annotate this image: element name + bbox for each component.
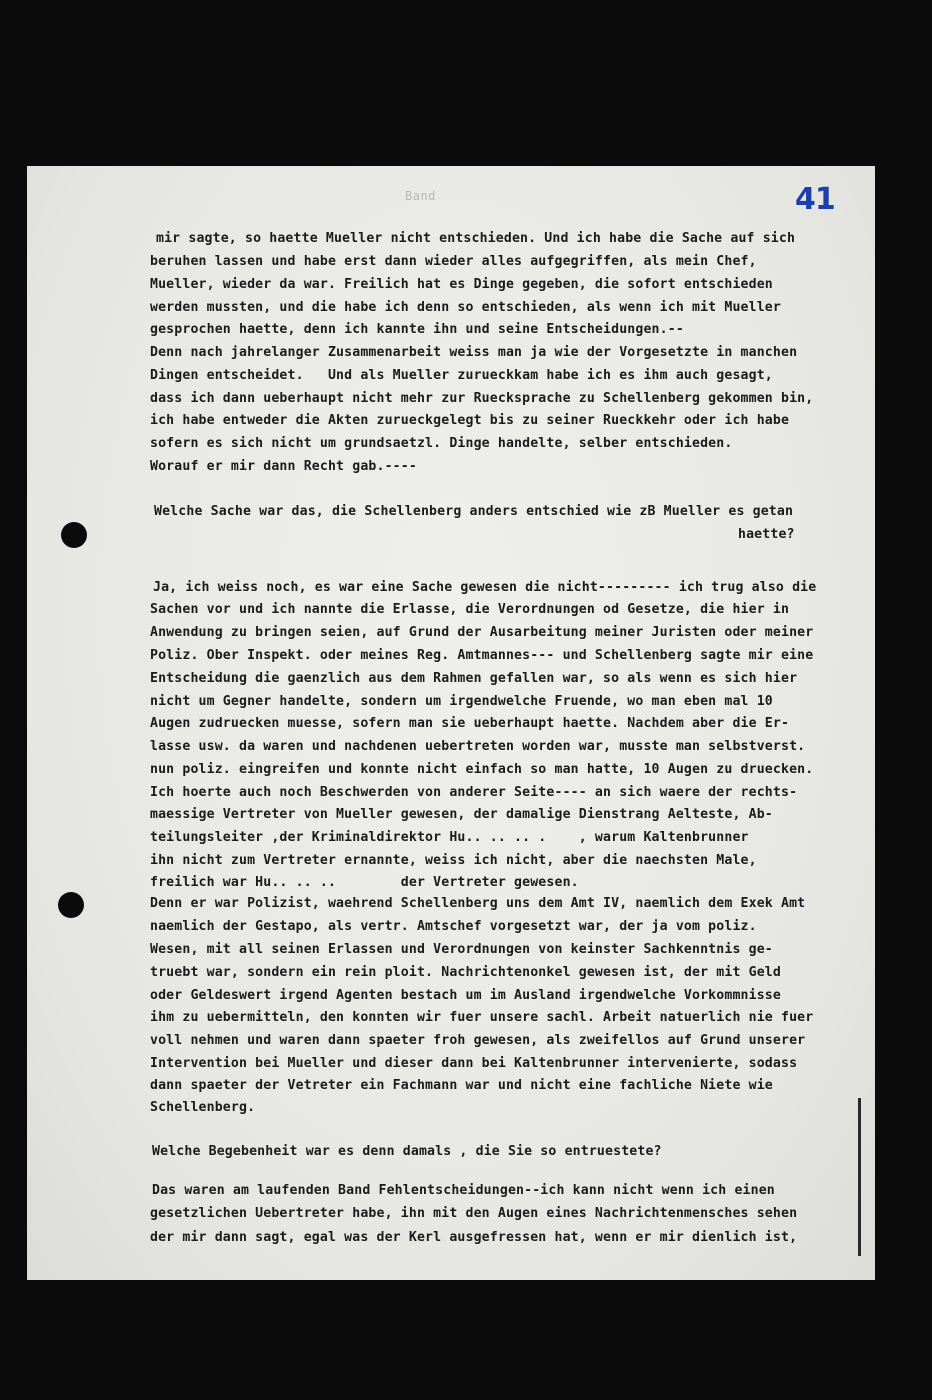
text-line: Entscheidung die gaenzlich aus dem Rahmen gefallen war, so als wenn es sich hier bbox=[150, 671, 798, 686]
text-line: nun poliz. eingreifen und konnte nicht einfach so man hatte, 10 Augen zu druecken. bbox=[150, 762, 814, 777]
text-line: Denn nach jahrelanger Zusammenarbeit weiss man ja wie der Vorgesetzte in manchen bbox=[150, 345, 798, 360]
punch-hole-top bbox=[61, 522, 87, 548]
question-line: Welche Begebenheit war es denn damals , die Sie so entruestete? bbox=[152, 1144, 662, 1159]
text-line: Anwendung zu bringen seien, auf Grund der Ausarbeitung meiner Juristen oder meiner bbox=[150, 625, 814, 640]
question-line: Welche Sache war das, die Schellenberg anders entschied wie zB Mueller es getan bbox=[154, 504, 794, 519]
header-word: Band bbox=[405, 189, 436, 203]
text-line: ihm zu uebermitteln, den konnten wir fuer unsere sachl. Arbeit natuerlich nie fuer bbox=[150, 1010, 814, 1025]
text-line: dann spaeter der Vetreter ein Fachmann war und nicht eine fachliche Niete wie bbox=[150, 1078, 773, 1093]
text-line: gesetzlichen Uebertreter habe, ihn mit den Augen eines Nachrichtenmensches sehen bbox=[150, 1206, 798, 1221]
text-line: maessige Vertreter von Mueller gewesen, der damalige Dienstrang Aelteste, Ab- bbox=[150, 807, 773, 822]
text-line: Ja, ich weiss noch, es war eine Sache gewesen die nicht--------- ich trug also die bbox=[153, 580, 817, 595]
text-line: ihn nicht zum Vertreter ernannte, weiss ich nicht, aber die naechsten Male, bbox=[150, 853, 757, 868]
text-line: Dingen entscheidet. Und als Mueller zurueckkam habe ich es ihm auch gesagt, bbox=[150, 368, 773, 383]
text-line: Sachen vor und ich nannte die Erlasse, die Verordnungen od Gesetze, die hier in bbox=[150, 602, 790, 617]
text-line: Wesen, mit all seinen Erlassen und Verordnungen von keinster Sachkenntnis ge- bbox=[150, 942, 773, 957]
text-line: Intervention bei Mueller und dieser dann bei Kaltenbrunner intervenierte, sodass bbox=[150, 1056, 798, 1071]
text-line: Ich hoerte auch noch Beschwerden von anderer Seite---- an sich waere der rechts- bbox=[150, 785, 798, 800]
text-line: teilungsleiter ,der Kriminaldirektor Hu.. .. .. . , warum Kaltenbrunner bbox=[150, 830, 749, 845]
text-line: Denn er war Polizist, waehrend Schellenberg uns dem Amt IV, naemlich dem Exek Amt bbox=[150, 896, 806, 911]
text-line: werden mussten, und die habe ich denn so entschieden, als wenn ich mit Mueller bbox=[150, 300, 781, 315]
text-line: Mueller, wieder da war. Freilich hat es Dinge gegeben, die sofort entschieden bbox=[150, 277, 773, 292]
text-line: Worauf er mir dann Recht gab.---- bbox=[150, 459, 417, 474]
text-line: dass ich dann ueberhaupt nicht mehr zur Ruecksprache zu Schellenberg gekommen bin, bbox=[150, 391, 814, 406]
question-line: haette? bbox=[738, 527, 795, 542]
text-line: der mir dann sagt, egal was der Kerl ausgefressen hat, wenn er mir dienlich ist, bbox=[150, 1230, 798, 1245]
text-line: oder Geldeswert irgend Agenten bestach um im Ausland irgendwelche Vorkommnisse bbox=[150, 988, 781, 1003]
text-line: Poliz. Ober Inspekt. oder meines Reg. Amtmannes--- und Schellenberg sagte mir eine bbox=[150, 648, 814, 663]
text-line: Schellenberg. bbox=[150, 1100, 256, 1115]
text-line: gesprochen haette, denn ich kannte ihn und seine Entscheidungen.-- bbox=[150, 322, 684, 337]
text-line: mir sagte, so haette Mueller nicht entschieden. Und ich habe die Sache auf sich bbox=[156, 231, 796, 246]
text-line: lasse usw. da waren und nachdenen uebertreten worden war, musste man selbstverst. bbox=[150, 739, 806, 754]
text-line: naemlich der Gestapo, als vertr. Amtschef vorgesetzt war, der ja vom poliz. bbox=[150, 919, 757, 934]
text-line: Augen zudruecken muesse, sofern man sie ueberhaupt haette. Nachdem aber die Er- bbox=[150, 716, 790, 731]
text-line: sofern es sich nicht um grundsaetzl. Dinge handelte, selber entschieden. bbox=[150, 436, 733, 451]
text-line: Das waren am laufenden Band Fehlentscheidungen--ich kann nicht wenn ich einen bbox=[152, 1183, 775, 1198]
text-line: freilich war Hu.. .. .. der Vertreter gewesen. bbox=[150, 875, 579, 890]
punch-hole-bottom bbox=[58, 892, 84, 918]
text-line: ich habe entweder die Akten zurueckgelegt bis zu seiner Rueckkehr oder ich habe bbox=[150, 413, 790, 428]
text-line: beruhen lassen und habe erst dann wieder alles aufgegriffen, als mein Chef, bbox=[150, 254, 757, 269]
text-line: truebt war, sondern ein rein ploit. Nachrichtenonkel gewesen ist, der mit Geld bbox=[150, 965, 781, 980]
text-line: voll nehmen und waren dann spaeter froh gewesen, als zweifellos auf Grund unserer bbox=[150, 1033, 806, 1048]
text-line: nicht um Gegner handelte, sondern um irgendwelche Fruende, wo man eben mal 10 bbox=[150, 694, 773, 709]
page-edge-mark bbox=[858, 1098, 861, 1256]
handwritten-page-number: 41 bbox=[795, 182, 835, 217]
